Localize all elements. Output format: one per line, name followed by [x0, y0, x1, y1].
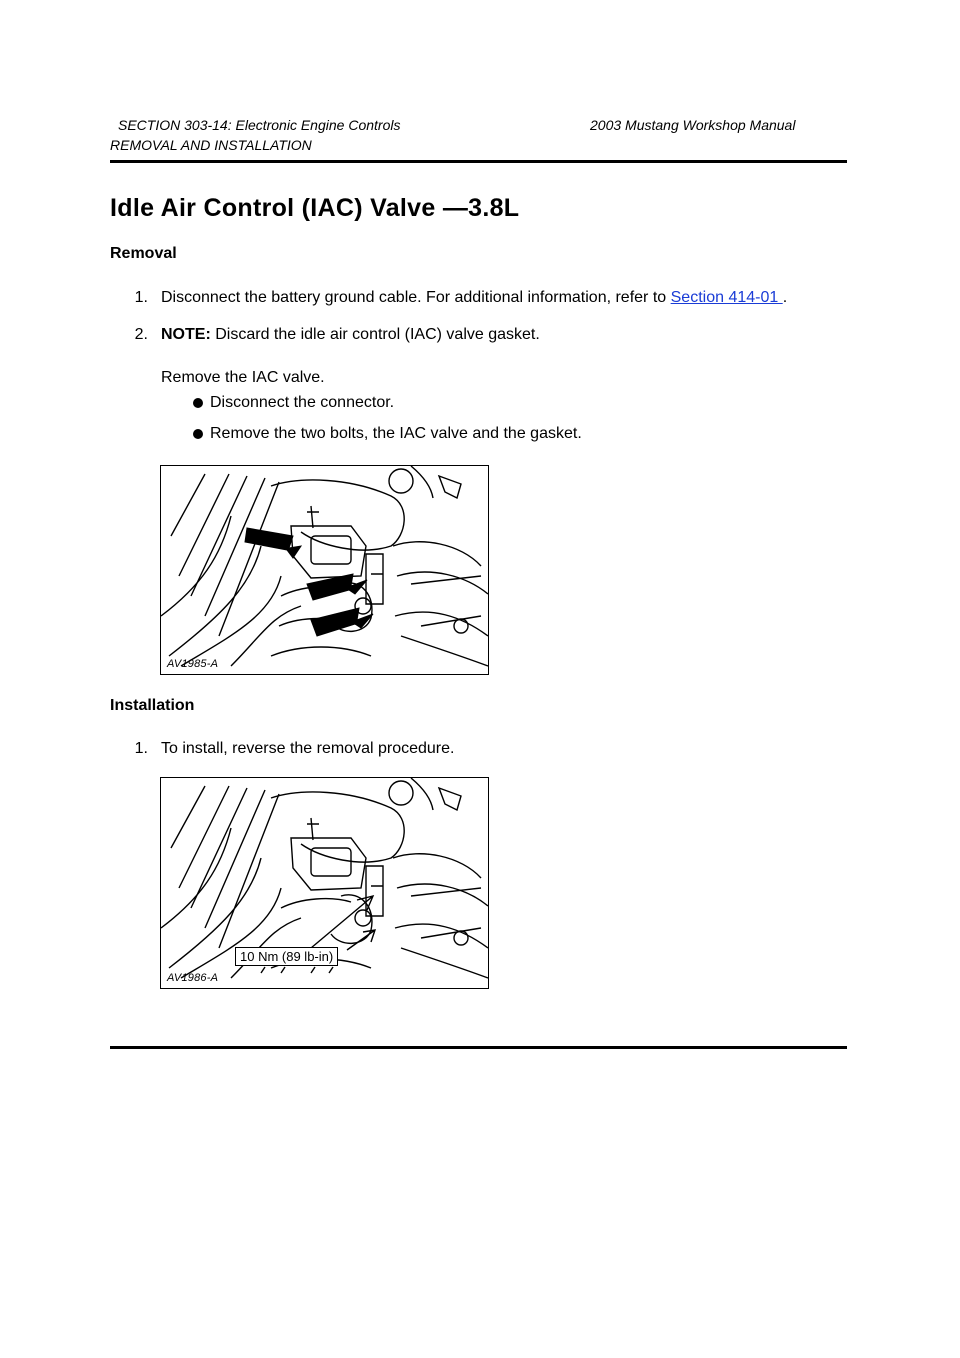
bullet-item-disconnect: Disconnect the connector. — [210, 394, 395, 411]
figure-id-av1985a: AV1985-A — [167, 658, 219, 670]
figure-id-av1986a: AV1986-A — [167, 972, 219, 984]
header-section-title: SECTION 303-14: Electronic Engine Controls — [118, 117, 401, 133]
bullet-dot — [193, 398, 203, 408]
install-step1-number: 1. — [134, 740, 148, 757]
header-subsection: REMOVAL AND INSTALLATION — [110, 137, 312, 153]
page-title: Idle Air Control (IAC) Valve —3.8L — [110, 194, 520, 222]
install-step1-text: To install, reverse the removal procedure. — [161, 740, 455, 757]
installation-figure — [160, 777, 489, 989]
section-414-01-link[interactable]: Section 414-01 — [670, 289, 783, 306]
removal-step1-end: . — [782, 289, 788, 306]
engine-illustration — [161, 466, 488, 674]
removal-step2-note — [161, 326, 540, 344]
footer-divider — [110, 1046, 847, 1049]
removal-step1-text — [161, 289, 787, 307]
removal-step2-instruction: Remove the IAC valve. — [161, 369, 325, 386]
removal-step1-body: Disconnect the battery ground cable. For additional information, refer to — [161, 289, 667, 306]
removal-step1-number: 1. — [134, 289, 148, 306]
note-label: NOTE: — [161, 326, 211, 343]
header-divider — [110, 160, 847, 163]
installation-heading: Installation — [110, 697, 195, 714]
bullet-item-remove-bolts: Remove the two bolts, the IAC valve and the gasket. — [210, 425, 582, 442]
removal-figure — [160, 465, 489, 675]
bullet-dot — [193, 429, 203, 439]
note-text: Discard the idle air control (IAC) valve gasket. — [210, 326, 540, 343]
removal-heading: Removal — [110, 245, 177, 262]
removal-step2-number: 2. — [134, 326, 148, 343]
header-manual-title: 2003 Mustang Workshop Manual — [590, 117, 796, 133]
torque-spec-label: 10 Nm (89 lb-in) — [235, 947, 338, 966]
